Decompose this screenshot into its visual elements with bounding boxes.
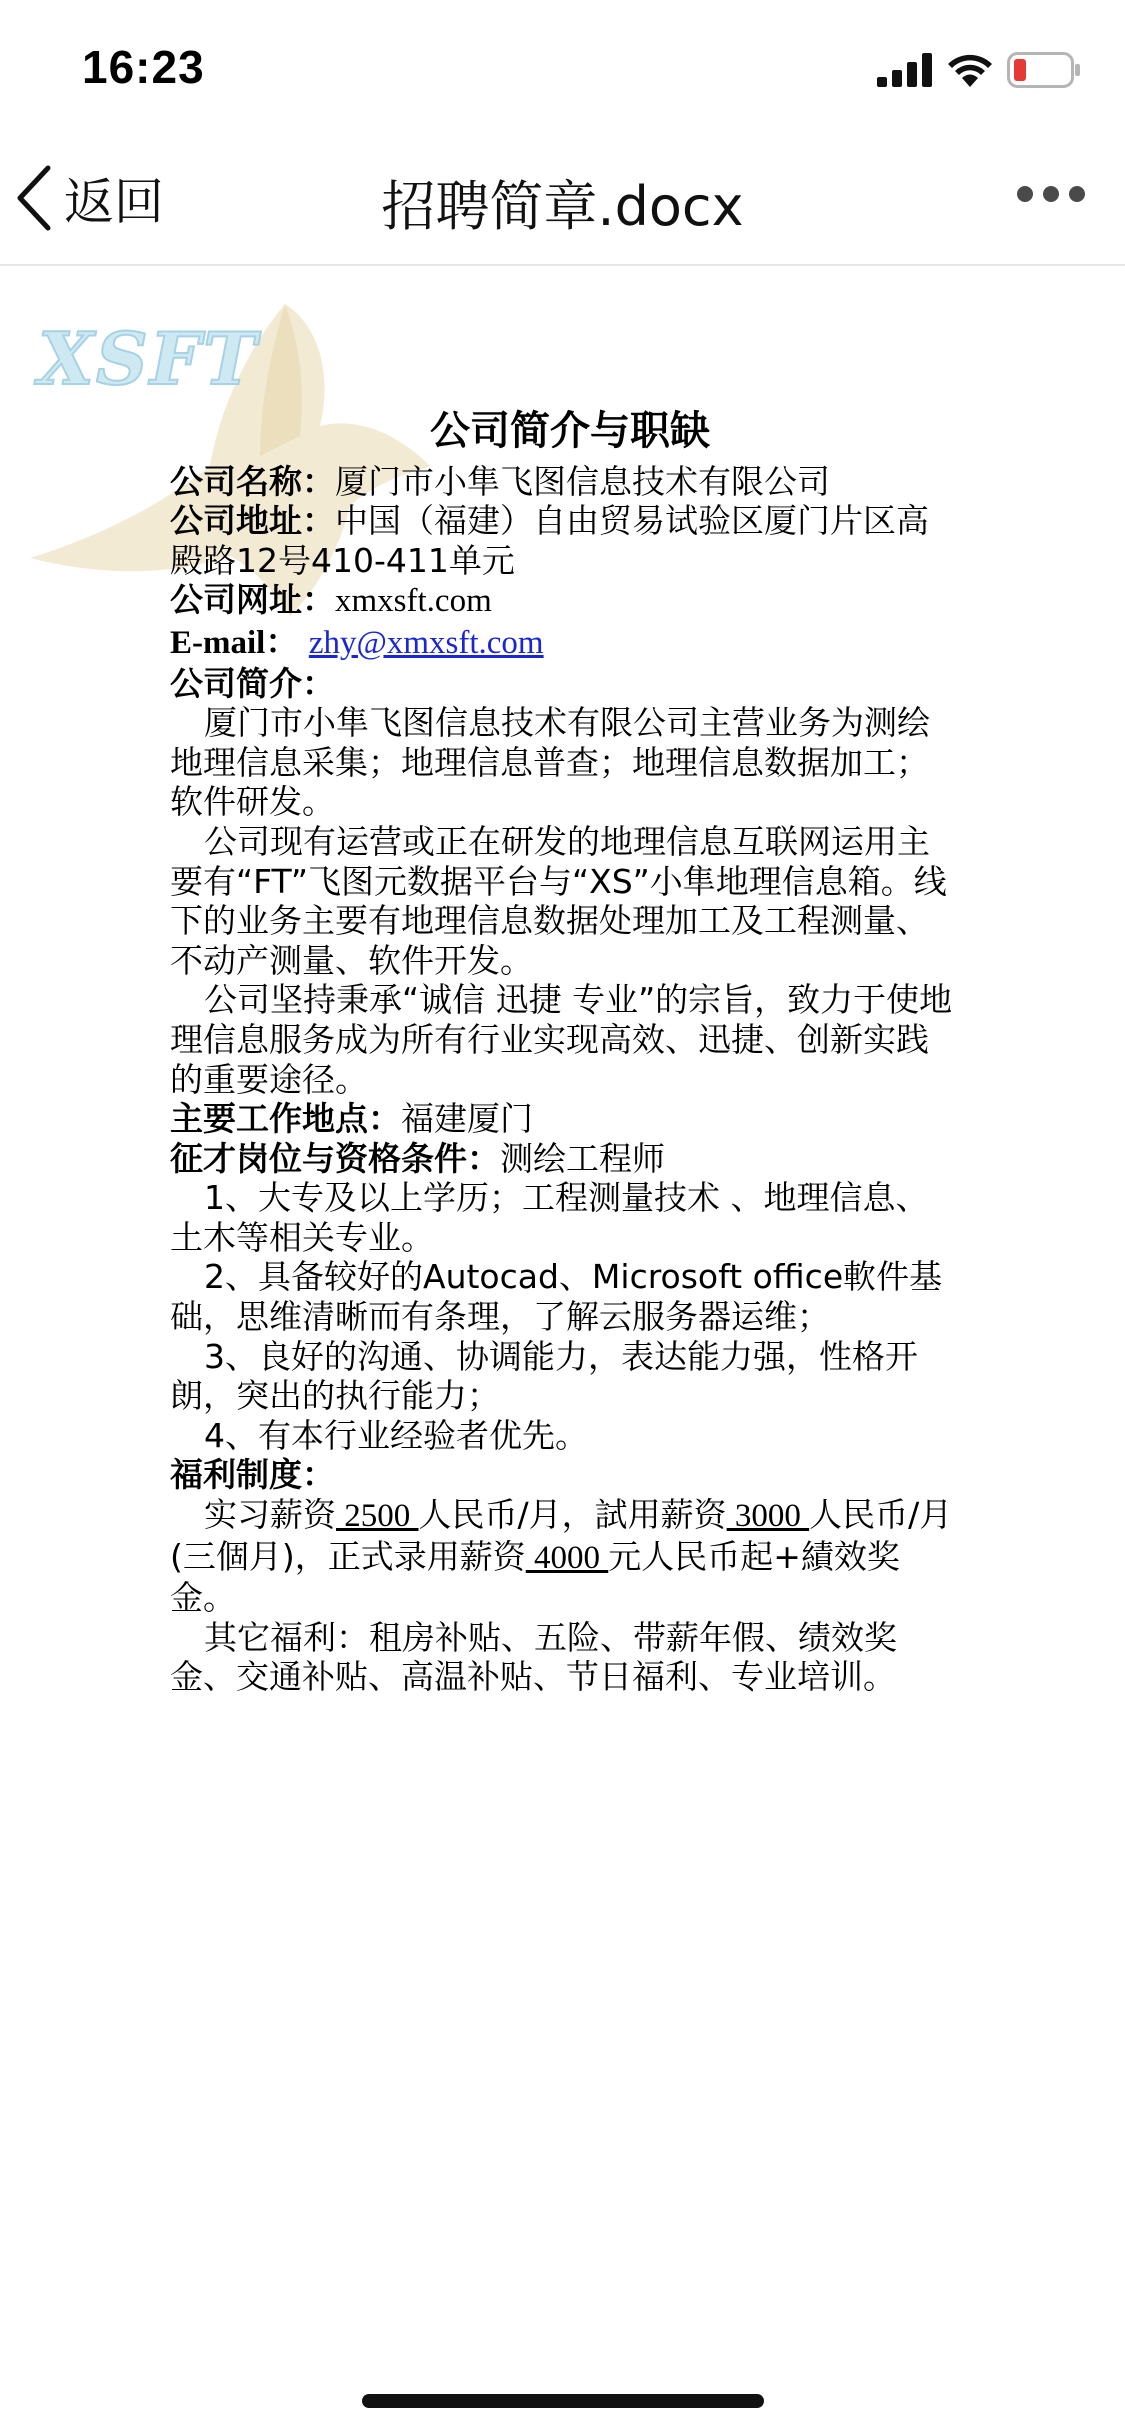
requirement-item: 4、有本行业经验者优先。 (204, 1415, 588, 1455)
more-dot-icon (1017, 186, 1033, 202)
company-email-link[interactable]: zhy@xmxsft.com (308, 624, 544, 661)
formal-salary-amount: 4000 (525, 1539, 609, 1576)
company-name-line (170, 462, 960, 502)
position-value: 测绘工程师 (500, 1138, 665, 1178)
requirement-item: 1、大专及以上学历；工程测量技术 、地理信息、土木等相关专业。 (170, 1178, 929, 1257)
work-location-line (170, 1099, 960, 1139)
intern-salary-unit: 人民币/月， (418, 1495, 595, 1535)
intern-salary-prefix: 实习薪资 (204, 1495, 336, 1535)
intro-paragraph: 公司现有运营或正在研发的地理信息互联网运用主要有“FT”飞图元数据平台与“XS”小隼地理信息箱。线下的业务主要有地理信息数据处理加工及工程测量、不动产测量、软件开发。 (170, 821, 947, 980)
company-email-line (170, 622, 960, 664)
company-address-label: 公司地址： (170, 501, 335, 541)
company-name-value: 厦门市小隼飞图信息技术有限公司 (335, 461, 830, 501)
company-address-line (170, 501, 960, 580)
more-dot-icon (1043, 186, 1059, 202)
salary-paragraph (170, 1495, 960, 1618)
home-indicator[interactable] (362, 2394, 764, 2408)
navigation-bar (0, 132, 1125, 266)
intro-paragraph: 公司坚持秉承“诚信 迅捷 专业”的宗旨，致力于使地理信息服务成为所有行业实现高效、迅捷、创新实践的重要途径。 (170, 980, 953, 1099)
company-intro-label: 公司简介： (170, 663, 335, 703)
trial-salary-prefix: 試用薪资 (594, 1495, 727, 1535)
position-line (170, 1139, 960, 1179)
requirement-item: 3、良好的沟通、协调能力，表达能力强，性格开朗，突出的执行能力； (170, 1336, 918, 1416)
company-address-value: 中国（福建）自由贸易试验区厦门片区高殿路12号410-411单元 (170, 501, 929, 580)
company-email-label: E-mail： (170, 624, 299, 661)
requirement-item: 2、具备较好的Autocad、Microsoft office軟件基础，思维清晰而有条理，了解云服务器运维； (170, 1257, 943, 1337)
trial-salary-amount: 3000 (726, 1498, 810, 1535)
formal-salary-unit: 元人民币起+績效奖金。 (170, 1536, 900, 1618)
intro-paragraph: 厦门市小隼飞图信息技术有限公司主营业务为测绘地理信息采集；地理信息普查；地理信息数据加工；软件研发。 (170, 703, 930, 822)
work-location-label: 主要工作地点： (170, 1099, 401, 1139)
battery-icon (1007, 52, 1081, 88)
position-label: 征才岗位与资格条件： (170, 1138, 500, 1178)
document-title: 公司简介与职缺 (430, 408, 710, 454)
back-label: 返回 (64, 173, 164, 231)
more-dot-icon (1069, 186, 1085, 202)
benefits-label: 福利制度： (170, 1455, 335, 1495)
company-website-value: xmxsft.com (335, 583, 492, 620)
other-benefits-paragraph: 其它福利：租房补贴、五险、带薪年假、绩效奖金、交通补贴、高温补贴、节日福利、专业培训。 (170, 1617, 897, 1697)
document-viewer[interactable] (0, 266, 1125, 2366)
xsft-watermark-logo: XSFT (38, 316, 259, 401)
cellular-signal-icon (877, 53, 933, 87)
status-icons (877, 50, 1081, 90)
trial-salary-unit: 人民币/月(三個月)， (170, 1495, 953, 1576)
wifi-icon (947, 53, 993, 87)
intern-salary-amount: 2500 (336, 1498, 419, 1535)
company-website-label: 公司网址： (170, 580, 335, 620)
work-location-value: 福建厦门 (401, 1099, 533, 1139)
formal-salary-prefix: 正式录用薪资 (327, 1536, 526, 1576)
more-options-button[interactable] (1017, 186, 1085, 202)
status-bar (0, 0, 1125, 132)
company-name-label: 公司名称： (170, 461, 335, 501)
page-title: 招聘简章.docx (381, 175, 744, 238)
company-website-line (170, 580, 960, 622)
status-time: 16:23 (82, 41, 205, 93)
document-body (170, 408, 960, 1697)
